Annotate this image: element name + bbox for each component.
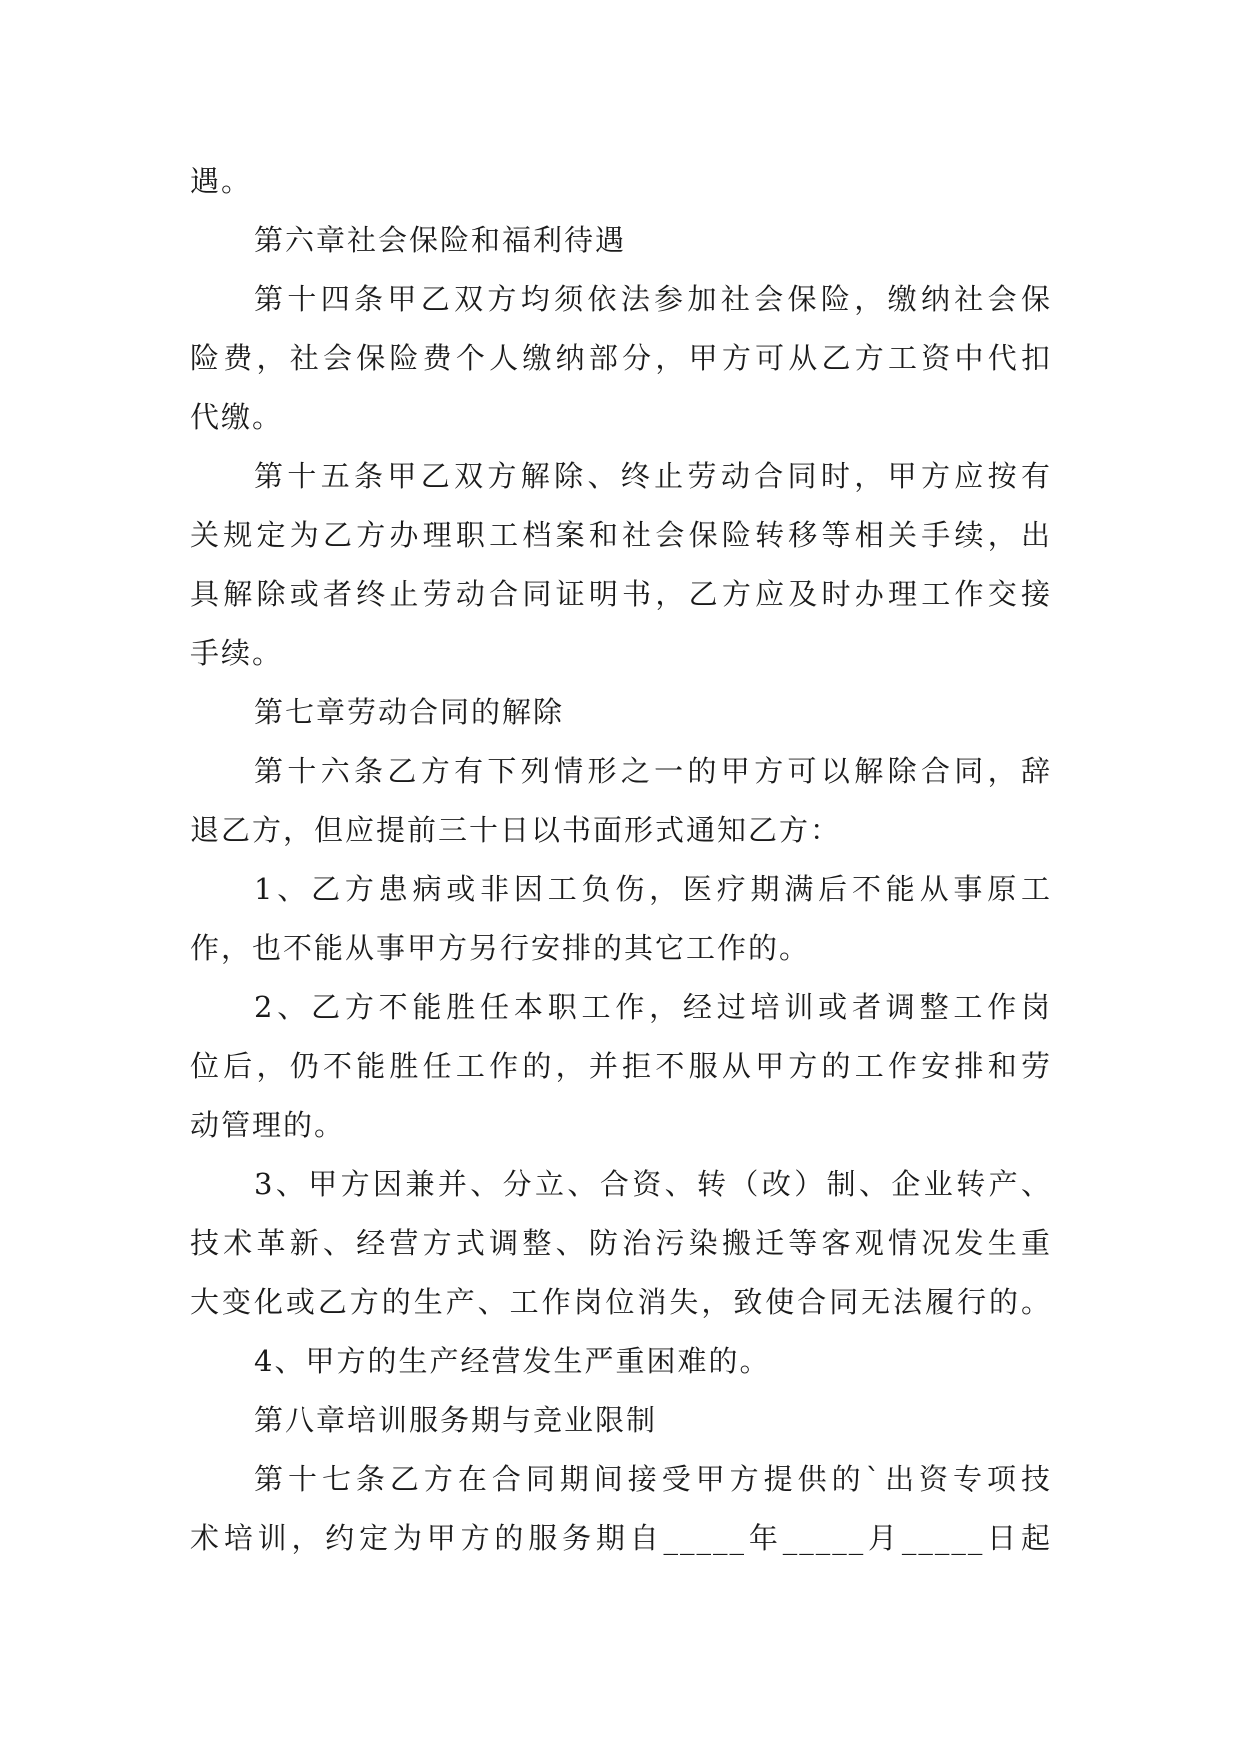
text-line: 第十六条乙方有下列情形之一的甲方可以解除合同，辞 (254, 754, 1052, 788)
text-line: 动管理的。 (190, 1108, 346, 1142)
text-line: 关规定为乙方办理职工档案和社会保险转移等相关手续，出 (190, 518, 1052, 552)
text-line: 具解除或者终止劳动合同证明书，乙方应及时办理工作交接 (190, 577, 1052, 611)
document-body (190, 152, 1052, 1568)
list-item-line: 4、甲方的生产经营发生严重困难的。 (254, 1344, 771, 1378)
text-line: 遇。 (190, 164, 253, 198)
text-line: 代缴。 (190, 400, 284, 434)
list-item-line: 3、甲方因兼并、分立、合资、转（改）制、企业转产、 (254, 1167, 1052, 1201)
list-item-line: 1、乙方患病或非因工负伤，医疗期满后不能从事原工 (254, 872, 1052, 906)
text-line: 术培训，约定为甲方的服务期自_____年_____月_____日起 (190, 1521, 1052, 1555)
chapter-heading: 第六章社会保险和福利待遇 (254, 223, 627, 257)
text-line: 作，也不能从事甲方另行安排的其它工作的。 (190, 931, 811, 965)
text-line: 第十五条甲乙双方解除、终止劳动合同时，甲方应按有 (254, 459, 1052, 493)
chapter-heading: 第七章劳动合同的解除 (254, 695, 565, 729)
text-line: 位后，仍不能胜任工作的，并拒不服从甲方的工作安排和劳 (190, 1049, 1052, 1083)
text-line: 技术革新、经营方式调整、防治污染搬迁等客观情况发生重 (190, 1226, 1052, 1260)
text-line: 大变化或乙方的生产、工作岗位消失，致使合同无法履行的。 (190, 1285, 1052, 1319)
chapter-heading: 第八章培训服务期与竞业限制 (254, 1403, 658, 1437)
text-line: 第十四条甲乙双方均须依法参加社会保险，缴纳社会保 (254, 282, 1052, 316)
list-item-line: 2、乙方不能胜任本职工作，经过培训或者调整工作岗 (254, 990, 1052, 1024)
text-line: 退乙方，但应提前三十日以书面形式通知乙方： (190, 813, 842, 847)
text-line: 第十七条乙方在合同期间接受甲方提供的`出资专项技 (254, 1462, 1052, 1496)
text-line: 险费，社会保险费个人缴纳部分，甲方可从乙方工资中代扣 (190, 341, 1052, 375)
text-line: 手续。 (190, 636, 284, 670)
